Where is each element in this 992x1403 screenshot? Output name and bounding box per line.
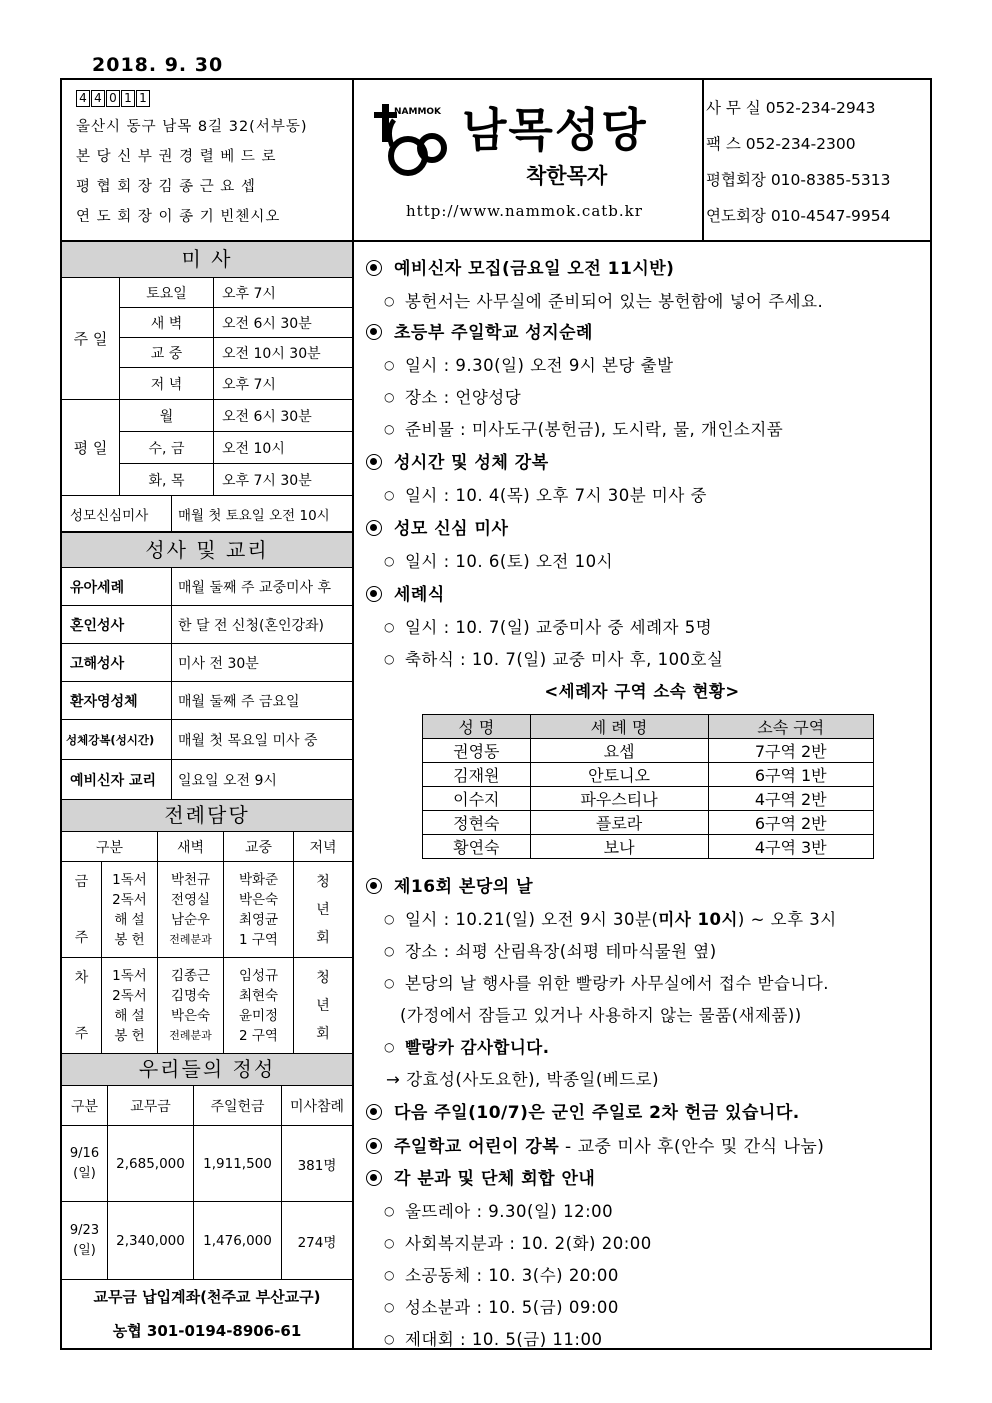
notice-title: 예비신자 모집(금요일 오전 11시반) [394, 259, 675, 279]
liturgy-person: 최영균 [238, 911, 279, 928]
sacrament-value: 미사 전 30분 [172, 644, 352, 682]
liturgy-person: 전영실 [170, 891, 211, 908]
notice-parish-day [366, 872, 533, 897]
notice-text: 일시 : 10. 4(목) 오후 7시 30분 미사 중 [404, 486, 707, 505]
liturgy-person: 최현숙 [238, 987, 279, 1004]
notice-item [384, 384, 521, 408]
liturgy-person: 1 구역 [239, 931, 278, 948]
offering-date [62, 1126, 108, 1202]
notice-text: 제대회 : 10. 5(금) 11:00 [404, 1330, 603, 1349]
bullet-icon [366, 324, 382, 340]
circle-bullet-icon: ○ [384, 1268, 395, 1282]
header-info [62, 80, 354, 240]
offering-sunday: 1,476,000 [194, 1202, 282, 1280]
notice-text: ) ~ 오후 3시 [737, 910, 837, 929]
zip-digit: 1 [136, 90, 150, 107]
circle-bullet-icon: ○ [384, 422, 395, 436]
bullet-icon [366, 454, 382, 470]
table-cell: 4구역 2반 [708, 787, 874, 811]
table-cell: 안토니오 [530, 763, 708, 787]
liturgy-week-char: 주 [74, 929, 89, 946]
circle-bullet-icon: ○ [384, 620, 395, 634]
table-cell: 보나 [530, 835, 708, 859]
mass-time: 오후 7시 30분 [214, 464, 352, 496]
notice-item [384, 906, 837, 930]
notice-text: 사회복지분과 : 10. 2(화) 20:00 [404, 1234, 652, 1253]
liturgy-evening [294, 958, 352, 1054]
liturgy-role: 봉 헌 [114, 931, 145, 948]
circle-bullet-icon: ○ [384, 390, 395, 404]
notice-item [384, 614, 712, 638]
notice-item [384, 938, 717, 962]
notice-title: 초등부 주일학교 성지순례 [394, 323, 593, 343]
liturgy-header: 새벽 [158, 832, 224, 862]
offering-header: 구분 [62, 1086, 108, 1126]
notice-text: 성소분과 : 10. 5(금) 09:00 [404, 1298, 619, 1317]
sacrament-label: 유아세례 [62, 568, 172, 606]
notice-text-bold: 미사 10시 [658, 910, 738, 929]
legion-president: 연 도 회 장 이 종 기 빈첸시오 [76, 209, 281, 225]
sacrament-label: 성체강복(성시간) [62, 720, 172, 760]
table-row [423, 787, 874, 811]
sacrament-label: 예비신자 교리 [62, 760, 172, 800]
logo-text: NAMMOK [394, 107, 442, 117]
bullet-icon [366, 1104, 382, 1120]
mass-day: 월 [120, 400, 214, 432]
mass-day: 화, 목 [120, 464, 214, 496]
contact-legion: 연도회장 010-4547-9954 [706, 207, 891, 225]
notice-text: 본당의 날 행사를 위한 빨랑카 사무실에서 접수 받습니다. [404, 974, 830, 993]
bank-title: 교무금 납입계좌(천주교 부산교구) [93, 1288, 321, 1306]
liturgy-person: 박천규 [170, 871, 211, 888]
offering-date-day: 9/23 [69, 1222, 100, 1238]
liturgy-roles [102, 958, 158, 1054]
liturgy-roles [102, 862, 158, 958]
council-president: 평 협 회 장 김 종 근 요 셉 [76, 179, 256, 195]
table-row [423, 835, 874, 859]
liturgy-evening-char: 년 [316, 997, 330, 1014]
bank-info [62, 1280, 352, 1348]
notice-text: 일시 : 10. 7(일) 교중미사 중 세례자 5명 [404, 618, 713, 637]
notice-item [384, 288, 823, 312]
offering-header: 미사참례 [282, 1086, 352, 1126]
notice-title: 세례식 [394, 585, 445, 605]
header-title-block [354, 80, 704, 240]
liturgy-person: 박은숙 [170, 1007, 211, 1024]
liturgy-person: 임성규 [238, 967, 279, 984]
liturgy-evening-char: 회 [316, 1025, 330, 1042]
circle-bullet-icon: ○ [384, 652, 395, 666]
mass-day: 새 벽 [120, 308, 214, 338]
offering-date-weekday: (일) [73, 1242, 96, 1258]
notice-text: 일시 : 9.30(일) 오전 9시 본당 출발 [404, 356, 674, 375]
circle-bullet-icon: ○ [384, 1204, 395, 1218]
circle-bullet-icon: ○ [384, 1236, 395, 1250]
liturgy-role: 해 설 [114, 1007, 145, 1024]
liturgy-week [62, 958, 102, 1054]
sacrament-value: 한 달 전 신청(혼인강좌) [172, 606, 352, 644]
contact-office: 사 무 실 052-234-2943 [706, 99, 876, 117]
liturgy-evening-char: 청 [316, 873, 330, 890]
bullet-icon [366, 260, 382, 276]
notice-title: 각 분과 및 단체 회합 안내 [394, 1169, 596, 1189]
liturgy-week [62, 862, 102, 958]
notice-catechumen [366, 254, 674, 279]
notice-item [384, 1034, 550, 1058]
sunday-label: 주 일 [62, 278, 120, 400]
liturgy-role: 해 설 [114, 911, 145, 928]
notice-title: 주일학교 어린이 강복 [394, 1137, 560, 1157]
notice-item [384, 548, 613, 572]
circle-bullet-icon: ○ [384, 1040, 395, 1054]
liturgy-person: 2 구역 [239, 1027, 278, 1044]
offering-header: 주일헌금 [194, 1086, 282, 1126]
liturgy-role: 1독서 [112, 871, 147, 888]
contact-council: 평협회장 010-8385-5313 [706, 171, 891, 189]
table-row [423, 763, 874, 787]
zip-digit: 4 [76, 90, 90, 107]
offering-sunday: 1,911,500 [194, 1126, 282, 1202]
offering-dues: 2,340,000 [108, 1202, 194, 1280]
mass-time: 오전 6시 30분 [214, 308, 352, 338]
mass-time: 오전 6시 30분 [214, 400, 352, 432]
offering-date-day: 9/16 [69, 1145, 100, 1161]
notice-text: 빨랑카 감사합니다. [404, 1038, 550, 1057]
zip-digit: 4 [91, 90, 105, 107]
liturgy-main [224, 958, 294, 1054]
liturgy-role: 1독서 [112, 967, 147, 984]
notice-item: → 강효성(사도요한), 박종일(베드로) [386, 1070, 660, 1089]
sacrament-value: 매월 첫 목요일 미사 중 [172, 720, 352, 760]
offering-attendance: 381명 [282, 1126, 352, 1202]
liturgy-main [224, 862, 294, 958]
notice-marian [366, 514, 508, 539]
liturgy-person: 남순우 [170, 911, 211, 928]
table-cell: 파우스티나 [530, 787, 708, 811]
liturgy-role: 2독서 [112, 987, 147, 1004]
circle-bullet-icon: ○ [384, 912, 395, 926]
notice-text: 장소 : 쇠평 산림욕장(쇠평 테마식물원 옆) [404, 942, 717, 961]
table-cell: 김재원 [423, 763, 531, 787]
liturgy-person: 박화준 [238, 871, 279, 888]
liturgy-person: 박은숙 [238, 891, 279, 908]
zip-digit: 1 [121, 90, 135, 107]
notice-item [384, 1262, 619, 1286]
circle-bullet-icon: ○ [384, 1300, 395, 1314]
header-contacts [704, 80, 930, 240]
notice-text: 봉헌서는 사무실에 준비되어 있는 봉헌함에 넣어 주세요. [404, 292, 824, 311]
sacraments-heading: 성사 및 교리 [62, 532, 352, 568]
circle-bullet-icon: ○ [384, 294, 395, 308]
liturgy-dawn [158, 958, 224, 1054]
table-header-row [423, 715, 874, 739]
circle-bullet-icon: ○ [384, 944, 395, 958]
baptism-table-title: <세례자 구역 소속 현황> [544, 682, 740, 701]
notice-text: 울뜨레아 : 9.30(일) 12:00 [404, 1202, 614, 1221]
table-header: 세 례 명 [530, 715, 708, 739]
bulletin-frame [60, 78, 932, 1350]
table-cell: 플로라 [530, 811, 708, 835]
church-motto: 착한목자 [526, 164, 608, 188]
table-cell: 황연숙 [423, 835, 531, 859]
weekday-label: 평 일 [62, 400, 120, 496]
mass-day: 수, 금 [120, 432, 214, 464]
address: 울산시 동구 남목 8길 32(서부동) [76, 119, 308, 135]
bullet-icon [366, 878, 382, 894]
sacrament-label: 환자영성체 [62, 682, 172, 720]
notice-title: 제16회 본당의 날 [394, 877, 534, 897]
zip-code [76, 90, 352, 107]
bank-account: 농협 301-0194-8906-61 [112, 1322, 302, 1340]
church-url[interactable]: http://www.nammok.catb.kr [406, 202, 643, 220]
liturgy-person: 김명숙 [170, 987, 211, 1004]
notice-text: 장소 : 언양성당 [404, 388, 522, 407]
liturgy-week-char: 주 [74, 1025, 89, 1042]
table-cell: 이수지 [423, 787, 531, 811]
circle-bullet-icon: ○ [384, 488, 395, 502]
circle-bullet-icon: ○ [384, 1332, 395, 1346]
circle-bullet-icon: ○ [384, 554, 395, 568]
marian-mass-label: 성모신심미사 [62, 496, 172, 532]
notice-item [384, 1230, 652, 1254]
notice-text: 준비물 : 미사도구(봉헌금), 도시락, 물, 개인소지품 [404, 420, 784, 439]
mass-day: 저 녁 [120, 368, 214, 400]
circle-bullet-icon: ○ [384, 976, 395, 990]
baptism-table [422, 714, 874, 859]
mass-time: 오전 10시 [214, 432, 352, 464]
marian-mass-time: 매월 첫 토요일 오전 10시 [172, 496, 352, 532]
bullet-icon [366, 1170, 382, 1186]
notice-holyhour [366, 448, 549, 473]
notice-text: 축하식 : 10. 7(일) 교중 미사 후, 100호실 [404, 650, 724, 669]
notice-text: - 교중 미사 후(안수 및 간식 나눔) [559, 1137, 825, 1157]
notice-item [384, 1326, 602, 1350]
bullet-icon [366, 1138, 382, 1154]
notice-item [384, 646, 723, 670]
notice-text: 소공동체 : 10. 3(수) 20:00 [404, 1266, 619, 1285]
table-cell: 7구역 2반 [708, 739, 874, 763]
bullet-icon [366, 586, 382, 602]
bulletin-date: 2018. 9. 30 [92, 54, 224, 76]
notice-meetings [366, 1164, 595, 1189]
liturgy-evening-char: 년 [316, 901, 330, 918]
bullet-icon [366, 520, 382, 536]
liturgy-person: 윤미정 [238, 1007, 279, 1024]
table-cell: 요셉 [530, 739, 708, 763]
notice-pilgrimage [366, 318, 593, 343]
sacrament-value: 일요일 오전 9시 [172, 760, 352, 800]
table-header: 소속 구역 [708, 715, 874, 739]
liturgy-week-char: 차 [74, 969, 89, 986]
table-header: 성 명 [423, 715, 531, 739]
mass-heading: 미 사 [62, 242, 352, 278]
notice-baptism [366, 580, 445, 605]
church-logo-icon [372, 100, 452, 180]
offering-dues: 2,685,000 [108, 1126, 194, 1202]
mass-time: 오전 10시 30분 [214, 338, 352, 368]
notice-item [384, 1198, 613, 1222]
contact-fax: 팩 스 052-234-2300 [706, 135, 856, 153]
offering-date-weekday: (일) [73, 1165, 96, 1181]
liturgy-evening [294, 862, 352, 958]
liturgy-evening-char: 회 [316, 929, 330, 946]
liturgy-person: 김종근 [170, 967, 211, 984]
offering-header: 교무금 [108, 1086, 194, 1126]
table-cell: 6구역 2반 [708, 811, 874, 835]
mass-day: 토요일 [120, 278, 214, 308]
mass-day: 교 중 [120, 338, 214, 368]
pastor: 본 당 신 부 권 경 렬 베 드 로 [76, 149, 277, 165]
notice-item [384, 416, 783, 440]
liturgy-header: 저녁 [294, 832, 352, 862]
notice-title: 다음 주일(10/7)은 군인 주일로 2차 헌금 있습니다. [394, 1103, 800, 1123]
liturgy-evening-char: 청 [316, 969, 330, 986]
sacrament-value: 매월 둘째 주 교중미사 후 [172, 568, 352, 606]
liturgy-header: 교중 [224, 832, 294, 862]
table-row [423, 811, 874, 835]
mass-time: 오후 7시 [214, 368, 352, 400]
notice-military [366, 1098, 800, 1123]
liturgy-person: 전례분과 [169, 932, 212, 946]
offering-heading: 우리들의 정성 [62, 1054, 352, 1086]
offering-attendance: 274명 [282, 1202, 352, 1280]
liturgy-header: 구분 [62, 832, 158, 862]
liturgy-role: 2독서 [112, 891, 147, 908]
header [62, 80, 930, 242]
notice-school [366, 1132, 824, 1157]
liturgy-week-char: 금 [74, 873, 89, 890]
liturgy-role: 봉 헌 [114, 1027, 145, 1044]
table-cell: 정현숙 [423, 811, 531, 835]
notice-title: 성시간 및 성체 강복 [394, 453, 549, 473]
table-cell: 6구역 1반 [708, 763, 874, 787]
notice-text: 일시 : 10.21(일) 오전 9시 30분( [404, 910, 659, 929]
liturgy-dawn [158, 862, 224, 958]
notice-text: 일시 : 10. 6(토) 오전 10시 [404, 552, 614, 571]
notice-item [384, 482, 707, 506]
offering-date [62, 1202, 108, 1280]
church-name: 남목성당 [462, 103, 648, 157]
notice-item [384, 1294, 619, 1318]
sacrament-label: 혼인성사 [62, 606, 172, 644]
table-cell: 4구역 3반 [708, 835, 874, 859]
liturgy-person: 전례분과 [169, 1028, 212, 1042]
mass-time: 오후 7시 [214, 278, 352, 308]
liturgy-heading: 전례담당 [62, 800, 352, 832]
notices-column [354, 242, 930, 1350]
notice-title: 성모 신심 미사 [394, 519, 509, 539]
sacrament-label: 고해성사 [62, 644, 172, 682]
table-row [423, 739, 874, 763]
zip-digit: 0 [106, 90, 120, 107]
notice-item [384, 352, 674, 376]
circle-bullet-icon: ○ [384, 358, 395, 372]
left-column [62, 242, 354, 1350]
sacrament-value: 매월 둘째 주 금요일 [172, 682, 352, 720]
notice-item [384, 970, 829, 994]
notice-item: (가정에서 잠들고 있거나 사용하지 않는 물품(새제품)) [400, 1006, 802, 1025]
table-cell: 권영동 [423, 739, 531, 763]
